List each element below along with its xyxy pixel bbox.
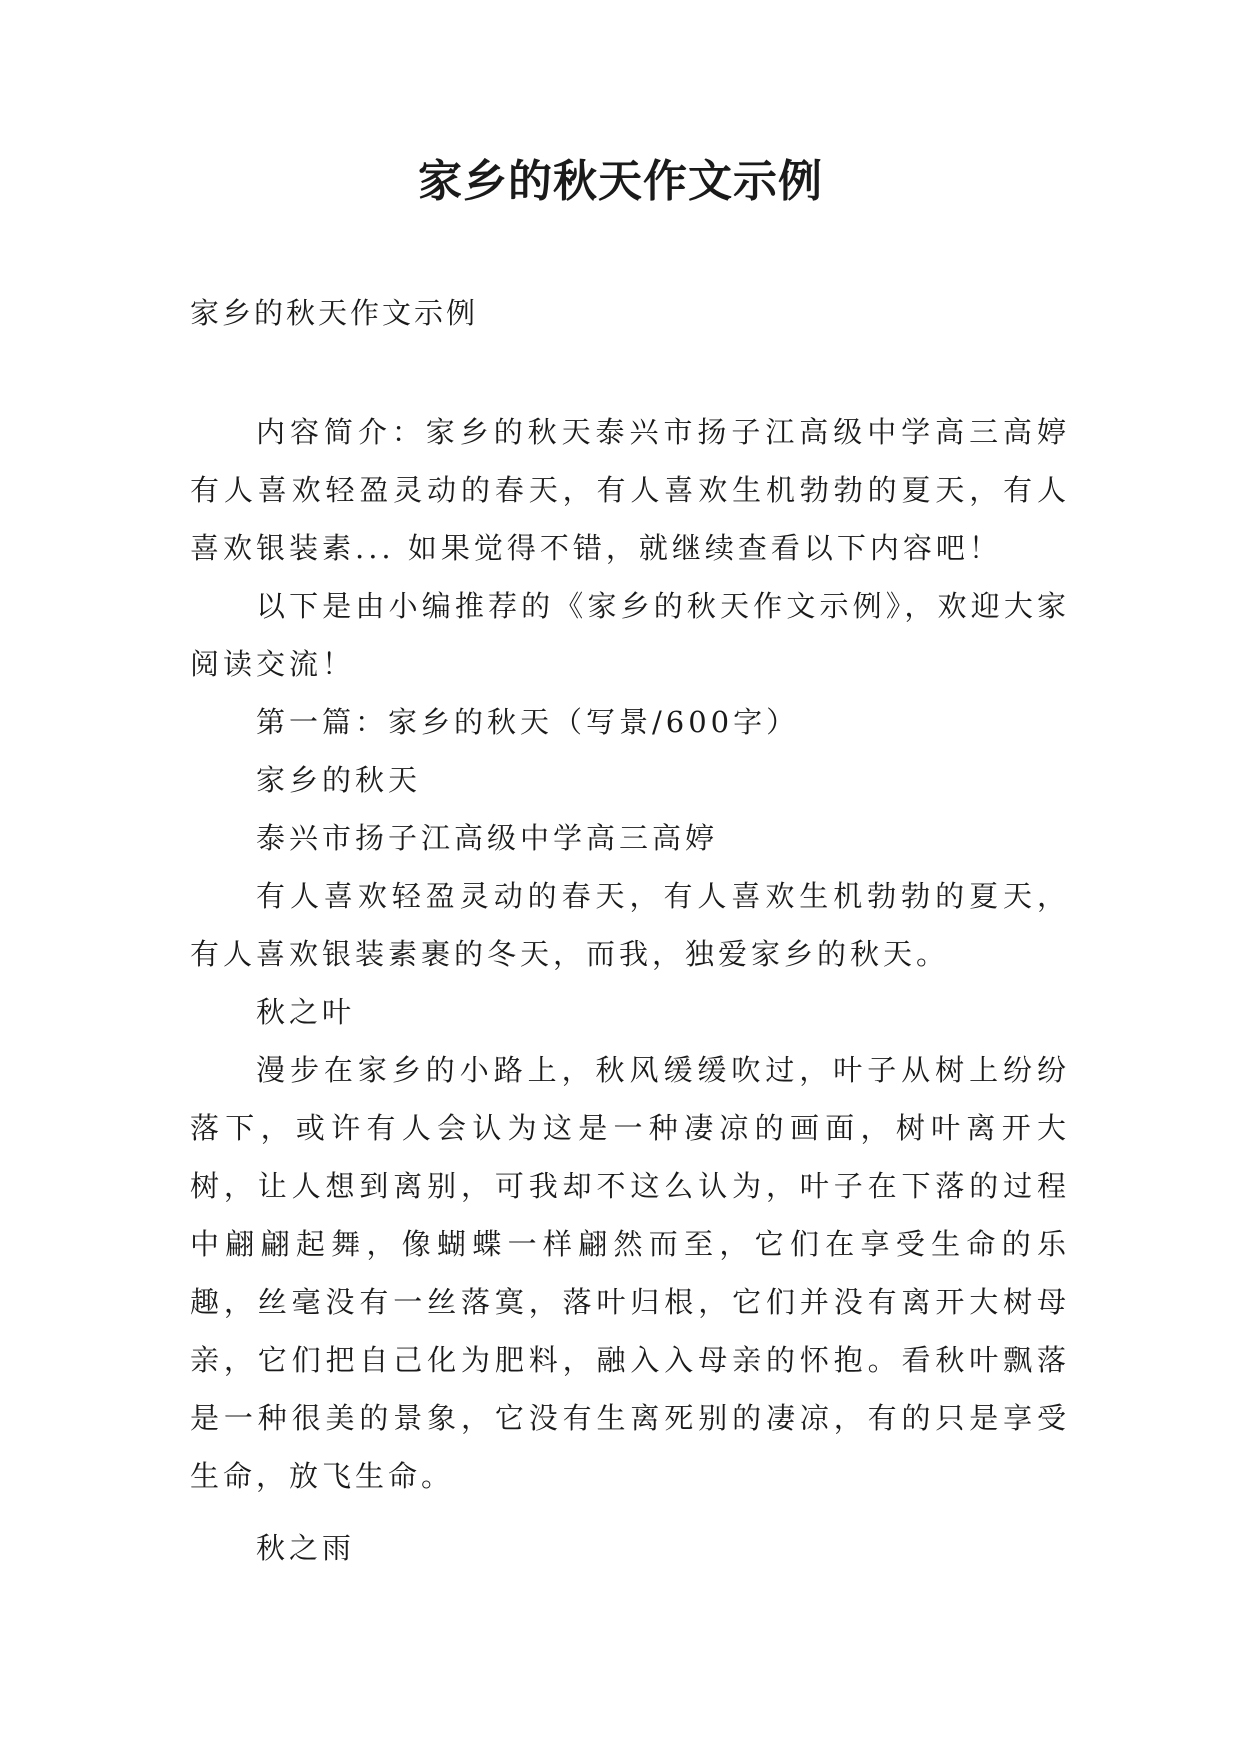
paragraph-leaves: 漫步在家乡的小路上，秋风缓缓吹过，叶子从树上纷纷落下，或许有人会认为这是一种凄凉的画面，树叶离开大树，让人想到离别，可我却不这么认为，叶子在下落的过程中翩翩起舞，像蝴蝶一样翩然而至，它们在享受生命的乐趣，丝毫没有一丝落寞，落叶归根，它们并没有离开大树母亲，它们把自己化为肥料，融入入母亲的怀抱。看秋叶飘落是一种很美的景象，它没有生离死别的凄凉，有的只是享受生命，放飞生命。 <box>190 1053 1070 1493</box>
paragraph-recommend: 以下是由小编推荐的《家乡的秋天作文示例》，欢迎大家阅读交流！ <box>190 589 1070 681</box>
document-body <box>190 403 1070 1577</box>
paragraph-opening: 有人喜欢轻盈灵动的春天，有人喜欢生机勃勃的夏天，有人喜欢银装素裹的冬天，而我，独爱家乡的秋天。 <box>190 879 1070 971</box>
section-heading: 第一篇：家乡的秋天（写景/600字） <box>256 705 800 739</box>
document-subtitle: 家乡的秋天作文示例 <box>190 296 479 330</box>
subheading-rain: 秋之雨 <box>256 1531 356 1565</box>
paragraph-intro: 内容简介：家乡的秋天泰兴市扬子江高级中学高三高婷有人喜欢轻盈灵动的春天，有人喜欢生机勃勃的夏天，有人喜欢银装素... 如果觉得不错，就继续查看以下内容吧！ <box>190 415 1070 565</box>
essay-author: 泰兴市扬子江高级中学高三高婷 <box>256 821 719 855</box>
document-title: 家乡的秋天作文示例 <box>418 156 823 207</box>
subheading-leaves: 秋之叶 <box>256 995 356 1029</box>
essay-title: 家乡的秋天 <box>256 763 422 797</box>
